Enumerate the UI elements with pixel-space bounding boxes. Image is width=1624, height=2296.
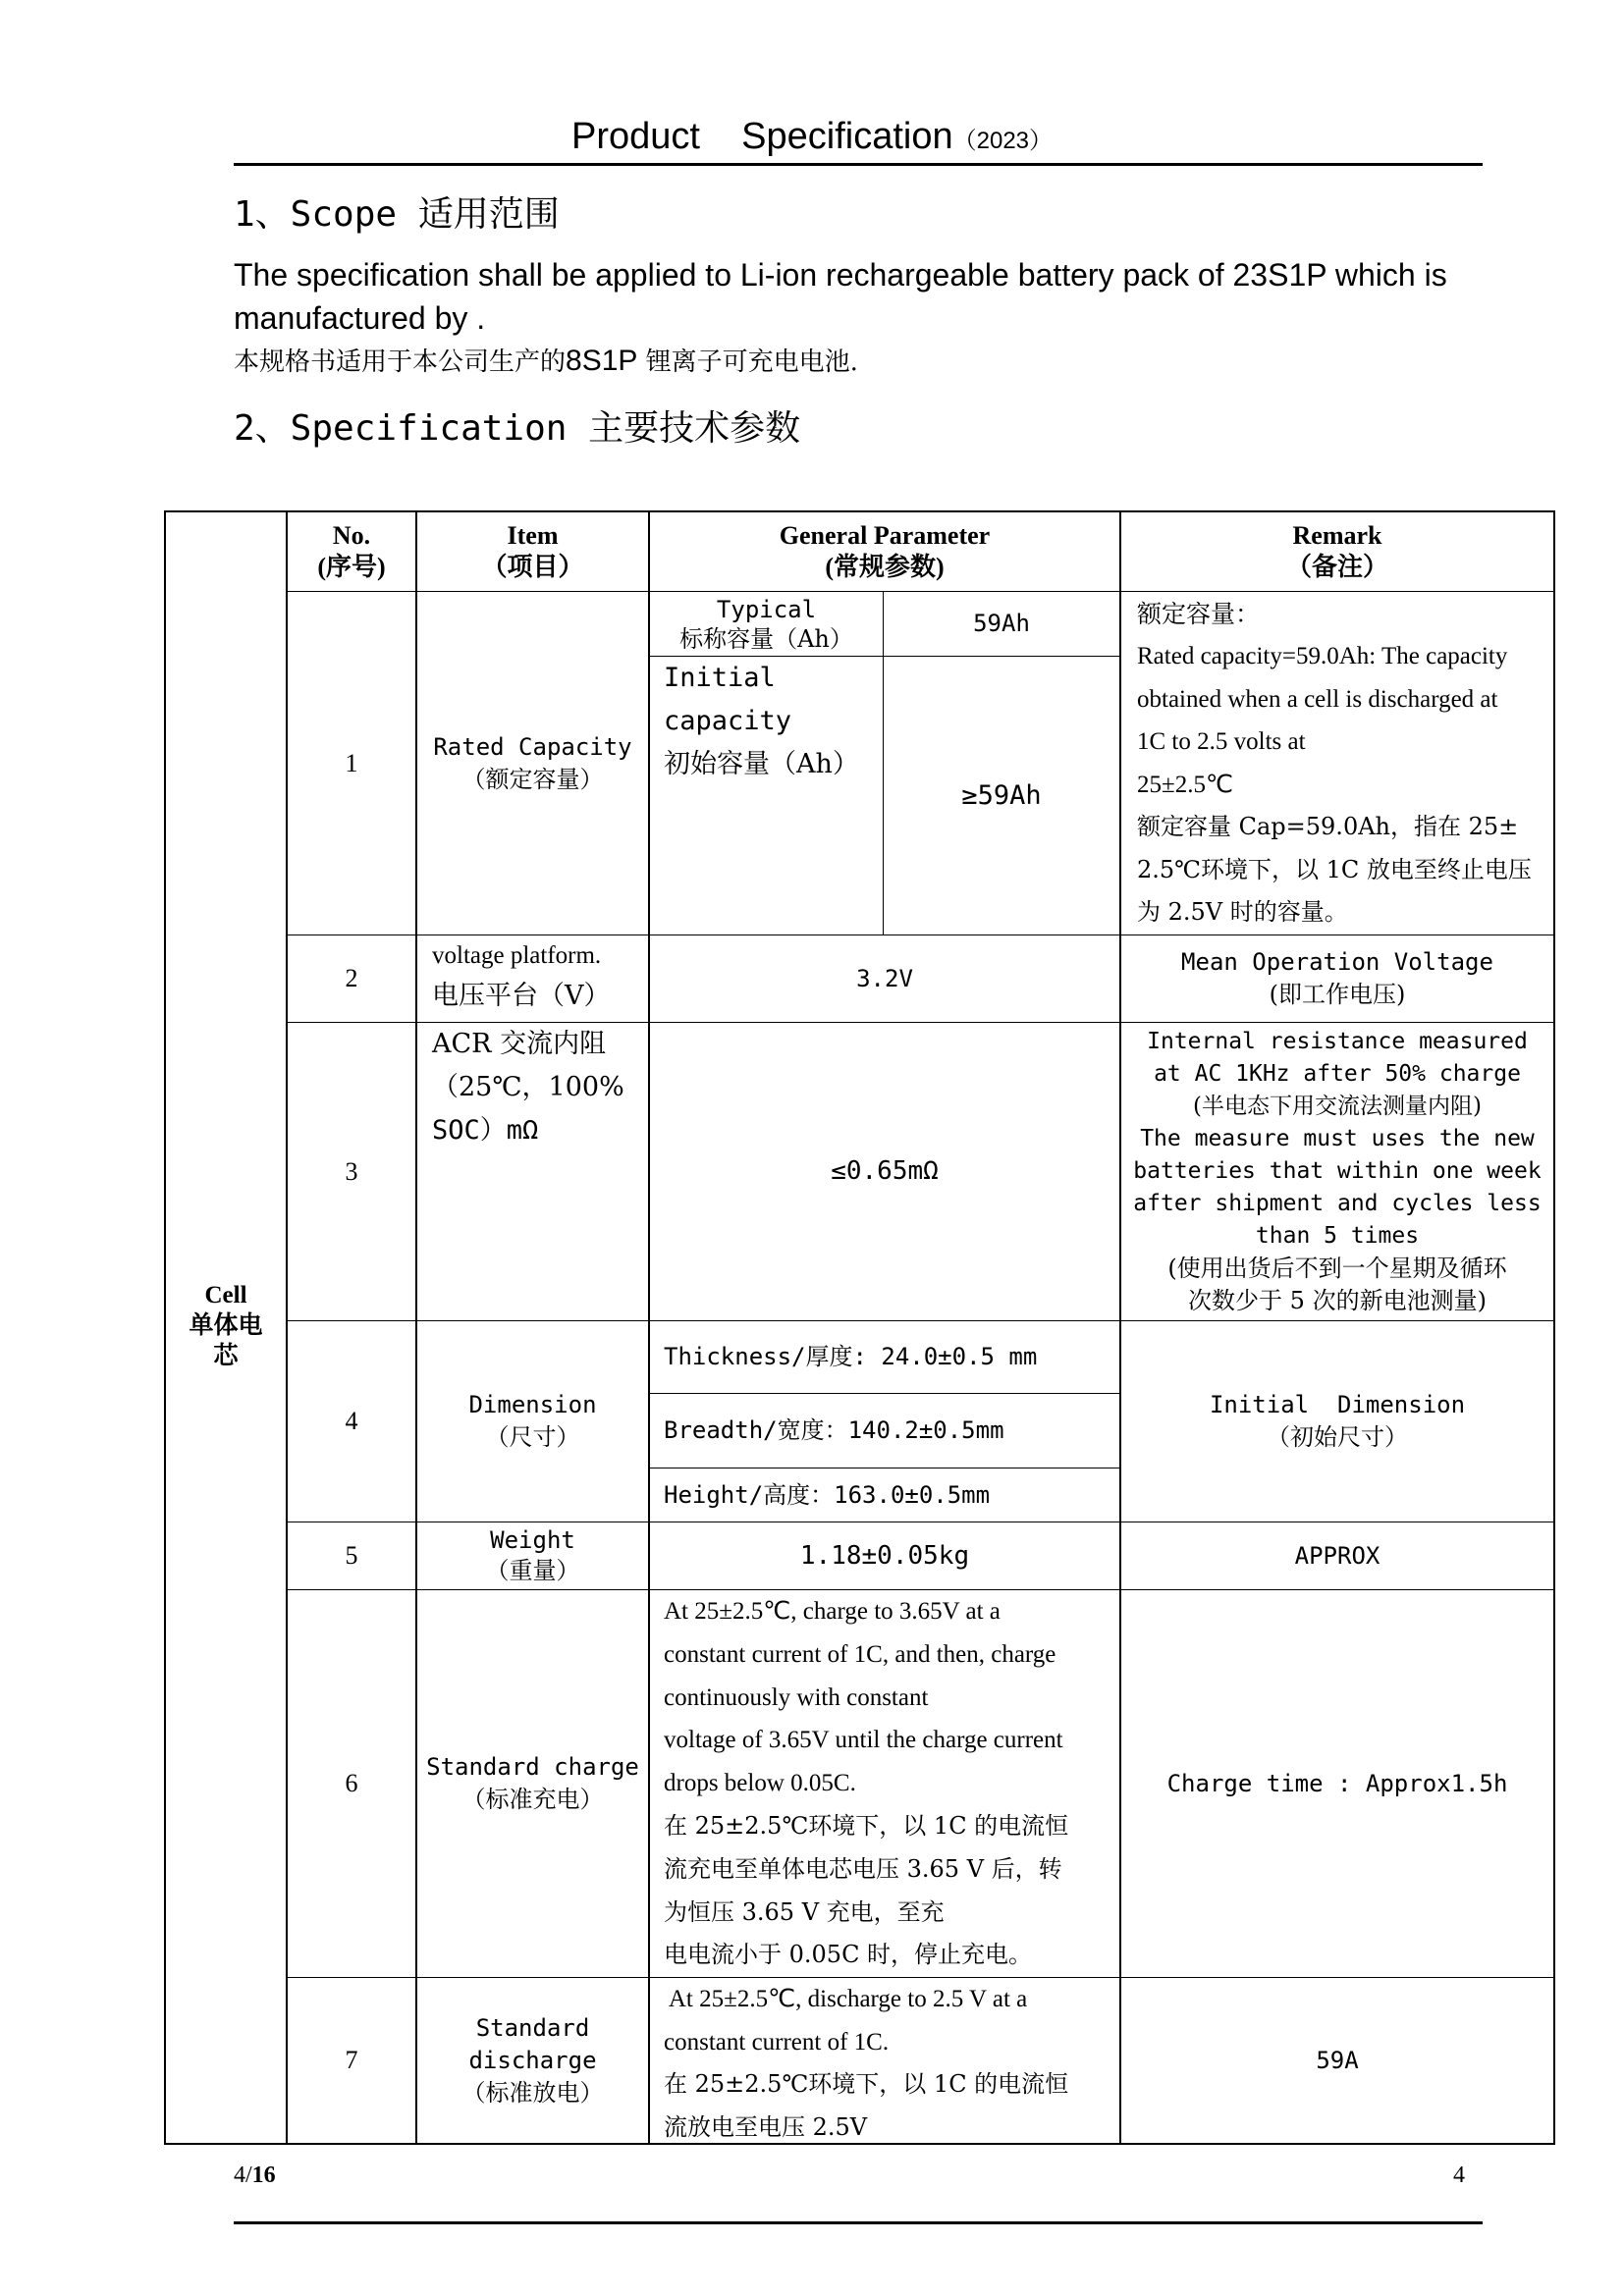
remark-line: 次数少于 5 次的新电池测量) <box>1188 1287 1487 1314</box>
row-6-remark: Charge time : Approx1.5h <box>1166 1769 1508 1797</box>
row-3-param: ≤0.65mΩ <box>831 1156 939 1186</box>
group-label-line: Cell <box>204 1281 247 1308</box>
header-no-en: No. <box>332 521 371 550</box>
footer-page-of <box>234 2163 276 2189</box>
remark-line: 额定容量： <box>1137 599 1261 628</box>
remark-line: Mean Operation Voltage <box>1181 948 1493 976</box>
typical-label-line: 标称容量（Ah） <box>679 624 853 653</box>
scope-text-en: The specification shall be applied to Li-ion rechargeable battery pack of 23S1P which is manufactured by . <box>234 257 1447 336</box>
row-1-typical-label <box>650 592 883 656</box>
group-label-line: 单体电 <box>189 1311 263 1339</box>
row-4-height: Height/高度：163.0±0.5mm <box>664 1480 991 1509</box>
item-line: 电压平台（V） <box>432 981 611 1011</box>
item-line: SOC）mΩ <box>432 1115 539 1146</box>
row-4-no: 4 <box>345 1407 358 1435</box>
item-line: Rated Capacity <box>433 732 632 761</box>
item-line: Dimension <box>468 1391 597 1418</box>
initial-label-line: capacity <box>664 706 792 736</box>
header-remark <box>1121 512 1553 591</box>
item-line: （标准充电） <box>461 1786 604 1813</box>
param-line: constant current of 1C. <box>664 2028 890 2056</box>
row-7-no: 7 <box>345 2046 358 2074</box>
initial-label-line: 初始容量（Ah） <box>664 749 859 779</box>
row-6-item <box>417 1590 648 1977</box>
item-line: discharge <box>468 2046 597 2074</box>
header-param-zh: (常规参数) <box>825 553 945 581</box>
row-1-initial-value: ≥59Ah <box>961 780 1042 811</box>
item-line: （25℃，100% <box>432 1072 624 1102</box>
header-param-en: General Parameter <box>779 521 991 550</box>
header-year: （2023） <box>952 128 1054 154</box>
header-remark-en: Remark <box>1292 521 1382 550</box>
footer-divider <box>234 2221 1483 2224</box>
remark-line: after shipment and cycles less <box>1133 1191 1542 1216</box>
footer-page-number: 4 <box>1453 2163 1465 2188</box>
item-line: （标准放电） <box>461 2078 604 2107</box>
remark-line: Internal resistance measured <box>1147 1029 1528 1054</box>
row-2-param: 3.2V <box>856 964 913 992</box>
scope-zh-suffix: 锂离子可充电电池. <box>637 347 858 377</box>
row-5-no: 5 <box>345 1541 358 1570</box>
row-4-remark <box>1121 1321 1553 1522</box>
header-title-text: Product Specification <box>570 116 953 157</box>
row-2-no: 2 <box>345 964 358 992</box>
row-7-item <box>417 1978 648 2143</box>
param-line: constant current of 1C, and then, charge <box>664 1640 1056 1668</box>
remark-line: obtained when a cell is discharged at <box>1137 685 1498 713</box>
initial-label-line: Initial <box>664 663 776 693</box>
row-2-item <box>432 935 648 1022</box>
param-line: voltage of 3.65V until the charge current <box>664 1727 1063 1754</box>
param-line: 电电流小于 0.05C 时，停止充电。 <box>664 1941 1033 1969</box>
row-2-remark <box>1121 935 1553 1022</box>
item-line: voltage platform. <box>432 942 602 969</box>
section-heading-specification: 2、Specification 主要技术参数 <box>234 408 801 449</box>
row-5-item <box>417 1522 648 1589</box>
row-4-breadth: Breadth/宽度：140.2±0.5mm <box>664 1416 1004 1444</box>
item-line: ACR 交流内阻 <box>432 1029 607 1059</box>
header-remark-zh: （备注） <box>1285 553 1388 581</box>
remark-line: batteries that within one week <box>1133 1158 1542 1184</box>
remark-line: The measure must uses the new <box>1140 1126 1535 1151</box>
scope-zh-model: 8S1P <box>566 345 638 377</box>
row-5-remark: APPROX <box>1294 1541 1380 1570</box>
param-line: 流放电至电压 2.5V <box>664 2112 868 2141</box>
header-item <box>417 512 648 591</box>
param-line: 在 25±2.5℃环境下，以 1C 的电流恒 <box>664 1811 1069 1840</box>
header-item-en: Item <box>507 521 559 550</box>
param-line: 在 25±2.5℃环境下，以 1C 的电流恒 <box>664 2070 1069 2098</box>
row-3-remark <box>1121 1023 1553 1320</box>
header-no <box>288 512 415 591</box>
remark-line: than 5 times <box>1255 1223 1420 1249</box>
header-no-zh: (序号) <box>317 553 386 581</box>
remark-line: at AC 1KHz after 50% charge <box>1154 1061 1521 1087</box>
section-heading-scope: 1、Scope 适用范围 <box>234 194 560 235</box>
typical-label-line: Typical <box>716 595 817 623</box>
remark-line: (半电态下用交流法测量内阻) <box>1193 1094 1482 1119</box>
item-line: （尺寸） <box>485 1423 580 1451</box>
row-5-param: 1.18±0.05kg <box>799 1540 970 1571</box>
page-header-title <box>0 116 1624 158</box>
param-line: At 25±2.5℃, discharge to 2.5 V at a <box>664 1986 1028 2012</box>
item-line: Standard <box>475 2013 590 2042</box>
group-label-line: 芯 <box>213 1342 239 1369</box>
param-line: continuously with constant <box>664 1683 929 1711</box>
row-1-item <box>417 592 648 934</box>
param-line: drops below 0.05C. <box>664 1770 856 1797</box>
row-1-remark <box>1137 592 1549 934</box>
footer-total-pages: 16 <box>251 2163 276 2188</box>
remark-line: 25±2.5℃ <box>1137 771 1234 798</box>
remark-line: (使用出货后不到一个星期及循环 <box>1167 1255 1507 1282</box>
remark-line: 为 2.5V 时的容量。 <box>1137 898 1348 926</box>
param-line: 流充电至单体电芯电压 3.65 V 后，转 <box>664 1854 1062 1883</box>
header-item-zh: （项目） <box>481 553 584 581</box>
header-general-parameter <box>650 512 1119 591</box>
row-4-thickness: Thickness/厚度: 24.0±0.5 mm <box>664 1343 1038 1370</box>
row-7-param <box>664 1978 1117 2143</box>
row-1-initial-label <box>664 657 883 934</box>
item-line: Weight <box>490 1526 575 1554</box>
row-3-no: 3 <box>345 1156 358 1186</box>
remark-line: Initial Dimension <box>1209 1391 1466 1418</box>
item-line: （重量） <box>485 1557 580 1584</box>
remark-line: （初始尺寸） <box>1267 1423 1408 1451</box>
footer-page-prefix: 4/ <box>234 2163 252 2188</box>
header-divider <box>234 163 1483 166</box>
param-line: 为恒压 3.65 V 充电，至充 <box>664 1897 945 1926</box>
row-4-item <box>417 1321 648 1522</box>
row-7-remark: 59A <box>1316 2046 1359 2074</box>
scope-zh-prefix: 本规格书适用于本公司生产的 <box>234 347 567 377</box>
row-1-typical-value: 59Ah <box>973 610 1030 637</box>
remark-line: 2.5℃环境下，以 1C 放电至终止电压 <box>1137 855 1532 883</box>
item-line: Standard charge <box>426 1753 639 1781</box>
row-6-param <box>664 1590 1117 1977</box>
remark-line: 额定容量 Cap=59.0Ah，指在 25± <box>1137 813 1519 840</box>
remark-line: Rated capacity=59.0Ah: The capacity <box>1137 643 1508 669</box>
row-3-item <box>432 1023 648 1320</box>
remark-line: (即工作电压) <box>1269 981 1406 1008</box>
scope-text-zh <box>234 342 858 378</box>
row-6-no: 6 <box>345 1769 358 1797</box>
param-line: At 25±2.5℃, charge to 3.65V at a <box>664 1598 1001 1625</box>
cell-group-label <box>166 1266 286 1384</box>
row-1-no: 1 <box>345 748 358 777</box>
remark-line: 1C to 2.5 volts at <box>1137 728 1306 755</box>
item-line: （额定容量） <box>461 765 604 793</box>
